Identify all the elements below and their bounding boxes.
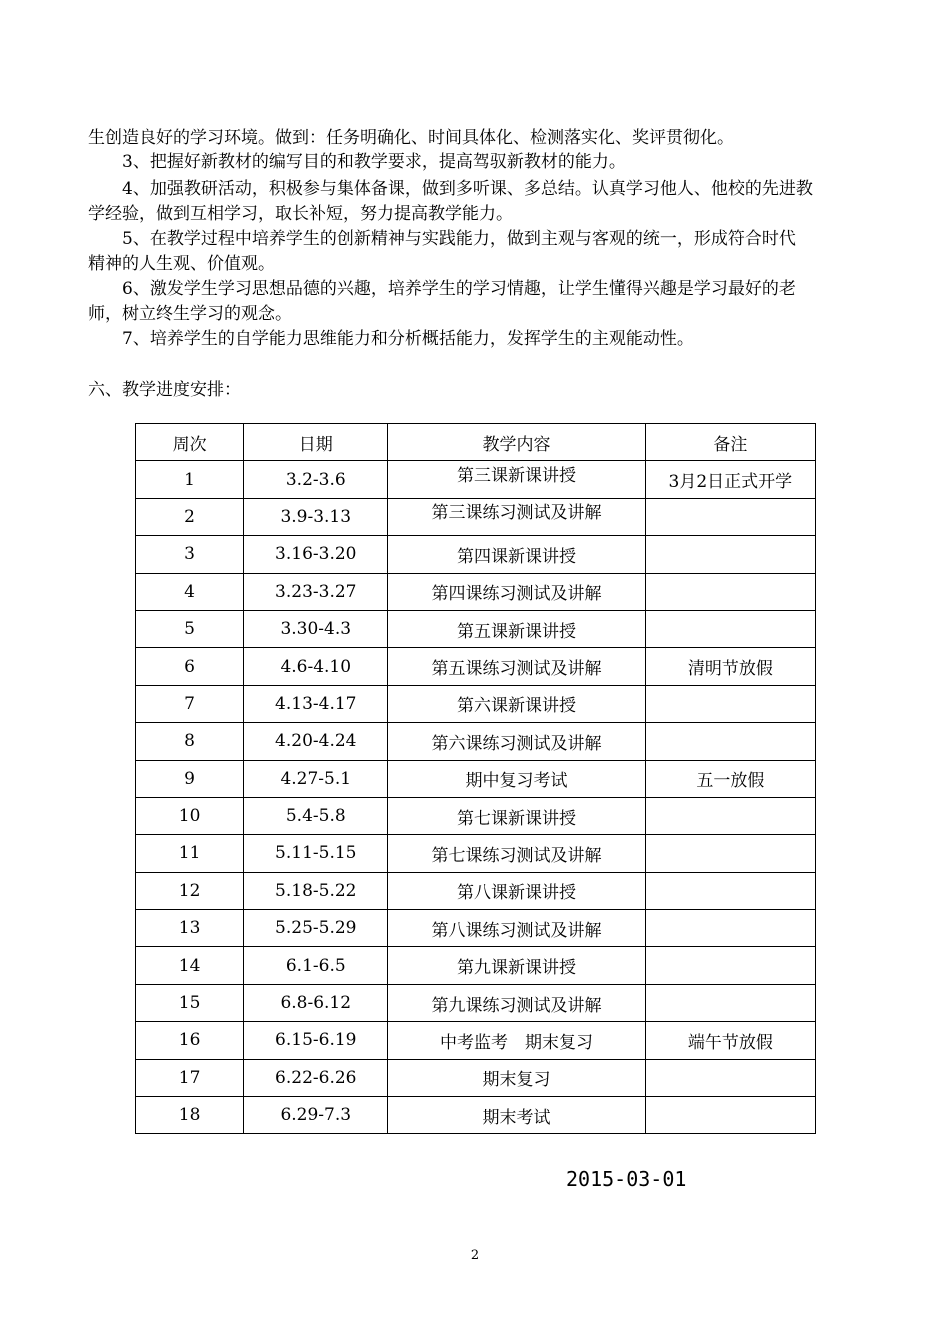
cell-remarks <box>645 760 815 797</box>
table-row <box>136 947 816 984</box>
cell-date-text: 4.6-4.10 <box>280 656 352 677</box>
cell-week-text: 1 <box>184 469 195 490</box>
cell-remarks <box>645 1097 815 1134</box>
cell-remarks <box>645 1059 815 1096</box>
cell-content <box>388 835 645 872</box>
cell-date-text: 6.15-6.19 <box>275 1030 357 1051</box>
cell-remarks <box>645 984 815 1021</box>
header-date: 日期 <box>244 424 388 461</box>
cell-date <box>244 984 388 1021</box>
page-number: 2 <box>470 1248 480 1263</box>
table-row <box>136 872 816 909</box>
cell-week <box>136 723 244 760</box>
cell-remarks-text: 五一放假 <box>696 771 765 792</box>
table-row <box>136 1097 816 1134</box>
paragraph-line: 4、加强教研活动，积极参与集体备课，做到多听课、多总结。认真学习他人、他校的先进教 <box>122 179 813 199</box>
paragraph-line: 3、把握好新教材的编写目的和教学要求，提高驾驭新教材的能力。 <box>122 152 626 172</box>
cell-content-text: 第六课练习测试及讲解 <box>431 733 602 754</box>
cell-week-text: 7 <box>184 693 195 714</box>
cell-date <box>244 573 388 610</box>
cell-content <box>388 536 645 573</box>
cell-content-text: 期中复习考试 <box>465 771 568 792</box>
table-row <box>136 461 816 498</box>
table-row <box>136 498 816 535</box>
cell-date <box>244 723 388 760</box>
cell-remarks <box>645 498 815 535</box>
cell-content-text: 第三课新课讲授 <box>457 466 577 487</box>
cell-content-text: 期末考试 <box>482 1107 551 1128</box>
cell-content <box>388 1059 645 1096</box>
paragraph-line: 精神的人生观、价值观。 <box>88 254 275 274</box>
cell-remarks-text: 3月2日正式开学 <box>668 472 793 493</box>
cell-remarks <box>645 461 815 498</box>
cell-week <box>136 685 244 722</box>
cell-remarks <box>645 1022 815 1059</box>
cell-date-text: 5.25-5.29 <box>275 918 357 939</box>
cell-date <box>244 685 388 722</box>
cell-date-text: 4.13-4.17 <box>275 693 357 714</box>
cell-content-text: 第九课新课讲授 <box>457 958 577 979</box>
cell-date-text: 3.16-3.20 <box>275 544 357 565</box>
cell-week-text: 6 <box>184 656 195 677</box>
table-row <box>136 610 816 647</box>
cell-week-text: 10 <box>178 806 201 827</box>
cell-date-text: 3.2-3.6 <box>285 469 346 490</box>
cell-content <box>388 797 645 834</box>
cell-week-text: 3 <box>184 544 195 565</box>
cell-week <box>136 1059 244 1096</box>
cell-content-text: 中考监考 期末复习 <box>440 1032 594 1053</box>
cell-week-text: 2 <box>184 506 195 527</box>
cell-content-text: 第八课新课讲授 <box>457 883 577 904</box>
cell-content <box>388 610 645 647</box>
cell-week <box>136 760 244 797</box>
cell-date-text: 5.4-5.8 <box>285 806 346 827</box>
cell-content-text: 第四课练习测试及讲解 <box>431 584 602 605</box>
cell-content-text: 第五课新课讲授 <box>457 621 577 642</box>
cell-week <box>136 573 244 610</box>
cell-remarks <box>645 910 815 947</box>
paragraph-line: 学经验，做到互相学习，取长补短，努力提高教学能力。 <box>88 204 513 224</box>
table-row <box>136 1022 816 1059</box>
cell-content <box>388 1097 645 1134</box>
cell-date-text: 6.22-6.26 <box>275 1067 357 1088</box>
cell-week-text: 17 <box>178 1067 201 1088</box>
cell-content <box>388 947 645 984</box>
table-row <box>136 760 816 797</box>
cell-date <box>244 461 388 498</box>
table-row <box>136 536 816 573</box>
cell-content <box>388 685 645 722</box>
cell-date-text: 5.18-5.22 <box>275 880 357 901</box>
table-row <box>136 1059 816 1096</box>
cell-content-text: 第九课练习测试及讲解 <box>431 995 602 1016</box>
cell-content <box>388 573 645 610</box>
paragraph-line: 5、在教学过程中培养学生的创新精神与实践能力，做到主观与客观的统一，形成符合时代 <box>122 229 796 249</box>
cell-content-text: 第七课练习测试及讲解 <box>431 845 602 866</box>
section-heading: 六、教学进度安排： <box>88 380 241 400</box>
cell-remarks <box>645 947 815 984</box>
cell-content-text: 期末复习 <box>482 1070 551 1091</box>
cell-content <box>388 461 645 498</box>
cell-week-text: 13 <box>178 918 201 939</box>
cell-content-text: 第八课练习测试及讲解 <box>431 920 602 941</box>
header-week: 周次 <box>136 424 244 461</box>
cell-week-text: 12 <box>178 880 201 901</box>
schedule-table <box>135 423 816 1134</box>
cell-date <box>244 610 388 647</box>
schedule-body <box>136 461 816 1134</box>
cell-week <box>136 835 244 872</box>
cell-date <box>244 1022 388 1059</box>
cell-week-text: 8 <box>184 731 195 752</box>
cell-content-text: 第七课新课讲授 <box>457 808 577 829</box>
cell-content-text: 第三课练习测试及讲解 <box>431 503 602 524</box>
cell-date <box>244 835 388 872</box>
cell-week <box>136 536 244 573</box>
paragraph-line: 生创造良好的学习环境。做到：任务明确化、时间具体化、检测落实化、奖评贯彻化。 <box>88 128 734 148</box>
cell-remarks <box>645 685 815 722</box>
table-row <box>136 797 816 834</box>
header-content: 教学内容 <box>388 424 645 461</box>
cell-week-text: 14 <box>178 955 201 976</box>
cell-week-text: 16 <box>178 1030 201 1051</box>
table-header-row <box>136 424 816 461</box>
cell-week <box>136 461 244 498</box>
cell-content-text: 第四课新课讲授 <box>457 546 577 567</box>
cell-content <box>388 498 645 535</box>
cell-content-text: 第六课新课讲授 <box>457 696 577 717</box>
cell-date-text: 3.9-3.13 <box>280 506 352 527</box>
cell-week <box>136 610 244 647</box>
cell-content <box>388 984 645 1021</box>
table-row <box>136 685 816 722</box>
header-remarks: 备注 <box>645 424 815 461</box>
cell-week <box>136 984 244 1021</box>
cell-date-text: 4.20-4.24 <box>275 731 357 752</box>
cell-content <box>388 723 645 760</box>
cell-remarks <box>645 610 815 647</box>
table-row <box>136 573 816 610</box>
paragraph-line: 6、激发学生学习思想品德的兴趣，培养学生的学习情趣，让学生懂得兴趣是学习最好的老 <box>122 279 796 299</box>
cell-week <box>136 910 244 947</box>
cell-content <box>388 1022 645 1059</box>
cell-week <box>136 498 244 535</box>
cell-date-text: 4.27-5.1 <box>280 768 352 789</box>
cell-week <box>136 872 244 909</box>
cell-remarks <box>645 872 815 909</box>
cell-remarks <box>645 723 815 760</box>
cell-remarks <box>645 835 815 872</box>
cell-remarks <box>645 573 815 610</box>
cell-week-text: 15 <box>178 993 201 1014</box>
cell-week <box>136 947 244 984</box>
cell-date <box>244 872 388 909</box>
table-row <box>136 723 816 760</box>
cell-date <box>244 648 388 685</box>
cell-date <box>244 498 388 535</box>
table-row <box>136 910 816 947</box>
cell-content-text: 第五课练习测试及讲解 <box>431 659 602 680</box>
cell-week <box>136 648 244 685</box>
cell-date-text: 5.11-5.15 <box>275 843 357 864</box>
cell-date <box>244 797 388 834</box>
cell-date-text: 3.30-4.3 <box>280 619 352 640</box>
cell-date <box>244 1097 388 1134</box>
cell-week <box>136 1022 244 1059</box>
table-row <box>136 984 816 1021</box>
cell-date-text: 3.23-3.27 <box>275 581 357 602</box>
paragraph-line: 7、培养学生的自学能力思维能力和分析概括能力，发挥学生的主观能动性。 <box>122 329 694 349</box>
cell-week-text: 11 <box>178 843 201 864</box>
cell-remarks <box>645 797 815 834</box>
cell-week <box>136 797 244 834</box>
paragraph-line: 师，树立终生学习的观念。 <box>88 304 292 324</box>
cell-week-text: 5 <box>184 619 195 640</box>
cell-remarks-text: 清明节放假 <box>687 659 773 680</box>
cell-content <box>388 648 645 685</box>
table-row <box>136 835 816 872</box>
cell-date-text: 6.29-7.3 <box>280 1105 352 1126</box>
cell-date-text: 6.8-6.12 <box>280 993 352 1014</box>
cell-content <box>388 910 645 947</box>
cell-week <box>136 1097 244 1134</box>
cell-remarks-text: 端午节放假 <box>687 1032 773 1053</box>
cell-content <box>388 872 645 909</box>
cell-date <box>244 536 388 573</box>
cell-remarks <box>645 536 815 573</box>
cell-content <box>388 760 645 797</box>
cell-date <box>244 760 388 797</box>
cell-date-text: 6.1-6.5 <box>285 955 346 976</box>
cell-remarks <box>645 648 815 685</box>
document-date: 2015-03-01 <box>566 1167 687 1191</box>
cell-date <box>244 1059 388 1096</box>
cell-week-text: 4 <box>184 581 195 602</box>
table-row <box>136 648 816 685</box>
cell-date <box>244 910 388 947</box>
cell-week-text: 18 <box>178 1105 201 1126</box>
cell-date <box>244 947 388 984</box>
cell-week-text: 9 <box>184 768 195 789</box>
